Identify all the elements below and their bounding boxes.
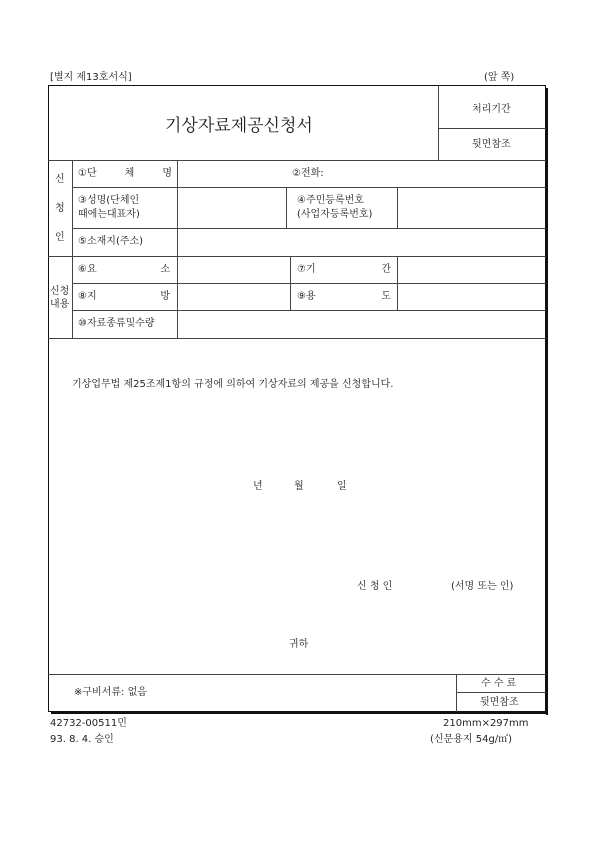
resident-number-label-line1: ④주민등록번호 [297,195,364,206]
date-day: 일 [337,481,347,492]
page-side: (앞 쪽) [484,72,515,83]
fee-value: 뒷면참조 [480,697,519,708]
applicant-label-3: 인 [55,232,65,243]
element-label [78,264,170,276]
grid-line [48,256,546,257]
frame-shadow-bottom [51,712,548,714]
form-title: 기상자료제공신청서 [165,116,313,136]
processing-period-label: 처리기간 [472,104,511,115]
approval-date: 93. 8. 4. 승인 [50,734,114,745]
resident-number-label-line2: (사업자등록번호) [297,209,373,220]
period-label-end: 간 [381,264,391,275]
org-name-label [78,168,172,180]
grid-line [72,283,546,284]
period-label-num: ⑦기 [297,264,316,275]
region-label [78,291,170,303]
applicant-label-2: 청 [55,203,65,214]
frame-shadow-right [546,88,548,715]
processing-divider [438,128,546,129]
paper-size: 210mm×297mm [443,718,529,729]
title-divider [438,86,439,160]
grid-line [48,160,546,161]
processing-period-value: 뒷면참조 [472,139,511,150]
phone-label: ②전화: [292,168,324,179]
grid-line [177,160,178,338]
grid-line [48,338,546,339]
applicant-sign-label: 신 청 인 [357,581,393,592]
footer-divider [48,674,546,675]
required-documents: ※구비서류: 없음 [74,687,147,698]
grid-line [290,256,291,310]
grid-line [72,187,546,188]
grid-line [72,228,546,229]
region-label-end: 방 [160,291,170,302]
region-label-num: ⑧지 [78,291,97,302]
element-label-num: ⑥요 [78,264,97,275]
fee-divider-h [456,692,546,693]
name-label-line2: 때에는대표자) [78,209,140,220]
grid-line [397,187,398,228]
addressee: 귀하 [289,639,309,650]
paper-type: (신문용지 54g/㎡) [430,734,513,745]
usage-label-end: 도 [381,291,391,302]
usage-label [297,291,391,303]
date-month: 월 [294,481,304,492]
form-number: [별지 제13호서식] [50,72,132,83]
fee-divider [456,674,457,712]
request-statement: 기상업무법 제25조제1항의 규정에 의하여 기상자료의 제공을 신청합니다. [72,379,394,390]
period-label [297,264,391,276]
grid-line [72,160,73,338]
org-name-label-num: ①단 [78,168,97,179]
org-name-label-end: 명 [162,168,172,179]
usage-label-num: ⑨용 [297,291,316,302]
date-year: 년 [253,481,263,492]
request-label-2: 내용 [50,299,70,310]
grid-line [72,310,546,311]
org-name-label-mid: 체 [124,168,135,179]
request-label-1: 신청 [50,286,70,297]
signature-note: (서명 또는 인) [451,581,514,592]
fee-label: 수 수 료 [481,678,517,689]
applicant-label-1: 신 [55,174,65,185]
grid-line [397,256,398,310]
data-type-label: ⑩자료종류및수량 [78,318,155,329]
print-code: 42732-00511민 [50,718,127,729]
name-label-line1: ③성명(단체인 [78,195,140,206]
grid-line [286,187,287,228]
address-label: ⑤소재지(주소) [78,236,144,247]
element-label-end: 소 [160,264,170,275]
